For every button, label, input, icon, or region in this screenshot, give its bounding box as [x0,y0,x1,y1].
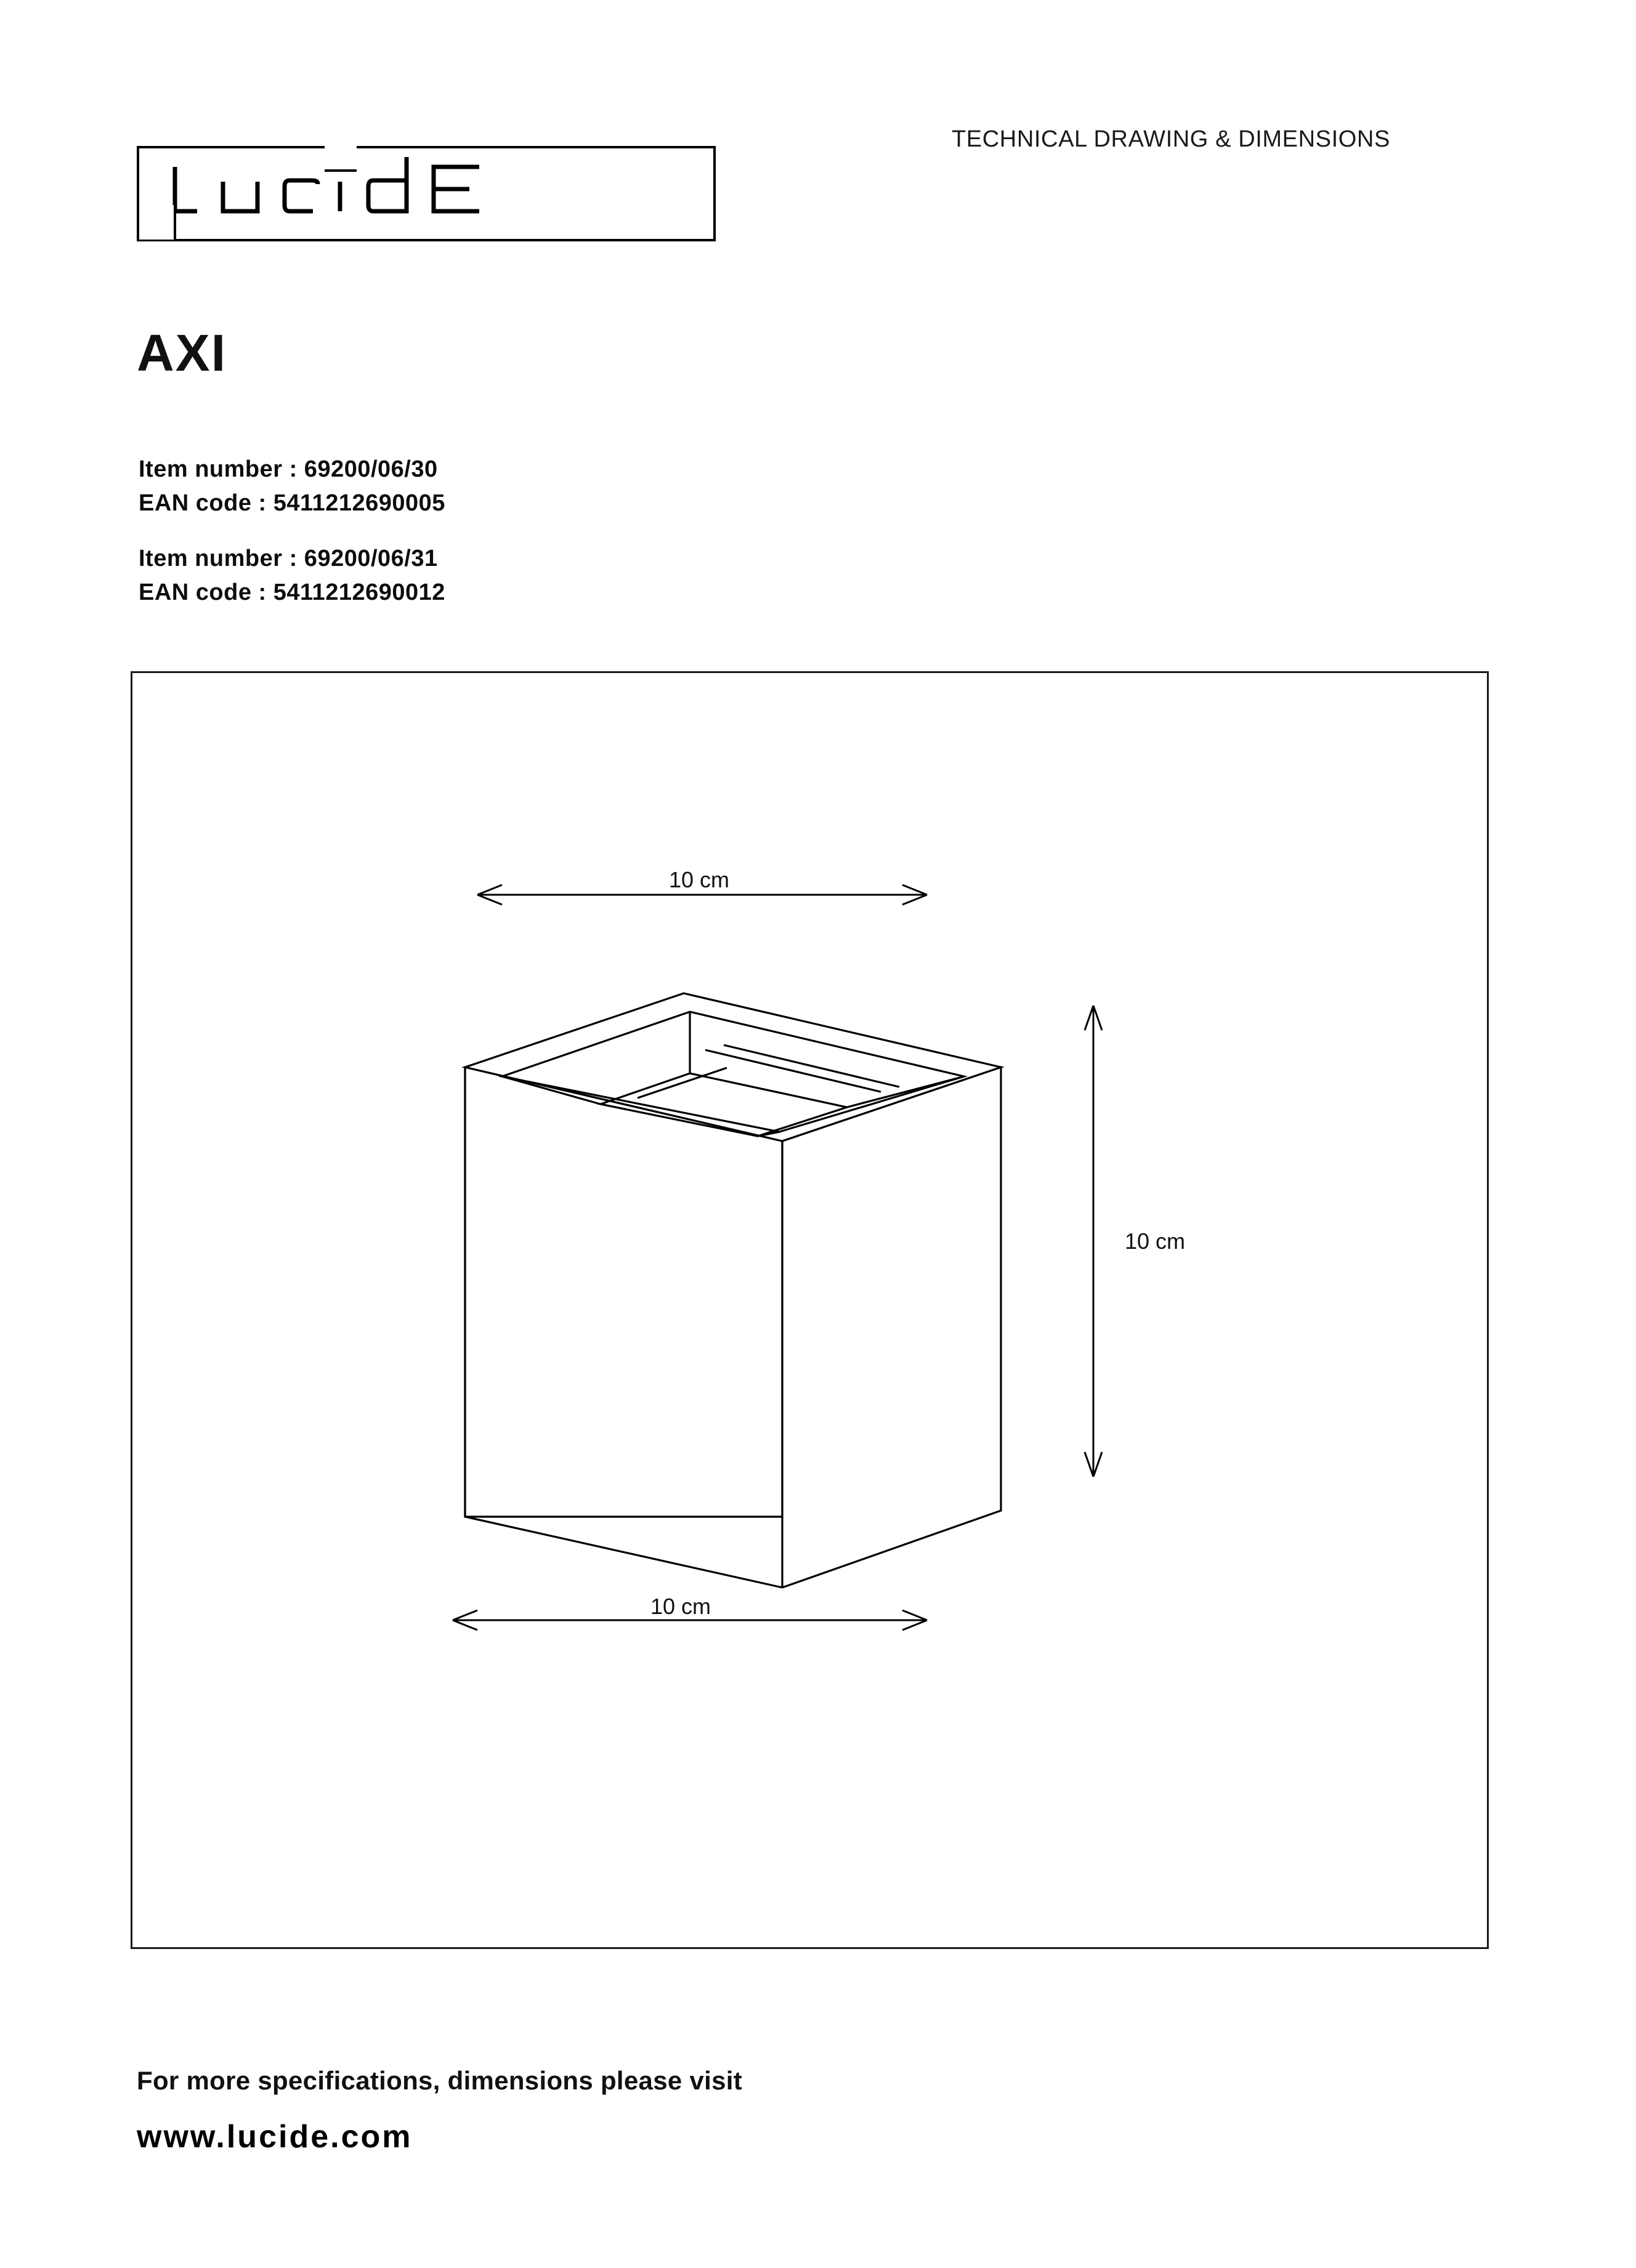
footer-note: For more specifications, dimensions please visit [137,2066,743,2095]
item-number-1: Item number : 69200/06/30 [139,456,438,482]
lucide-wordmark-icon [137,146,716,241]
ean-code-2: EAN code : 5411212690012 [139,579,445,606]
technical-drawing-frame [131,671,1489,1949]
ean-code-1: EAN code : 5411212690005 [139,490,445,517]
product-name: AXI [137,324,227,382]
item-number-2: Item number : 69200/06/31 [139,546,438,571]
brand-logo [137,146,716,241]
dimension-label-top: 10 cm [668,867,730,892]
dimension-label-right: 10 cm [1124,1229,1186,1254]
item-info-block-1 [139,453,445,520]
product-technical-drawing [132,673,1487,1947]
dimension-label-bottom: 10 cm [650,1594,711,1619]
dimension-line-right [1085,1006,1102,1477]
page-title: TECHNICAL DRAWING & DIMENSIONS [952,126,1390,152]
item-info-block-2 [139,542,445,610]
website-link[interactable]: www.lucide.com [137,2119,413,2155]
